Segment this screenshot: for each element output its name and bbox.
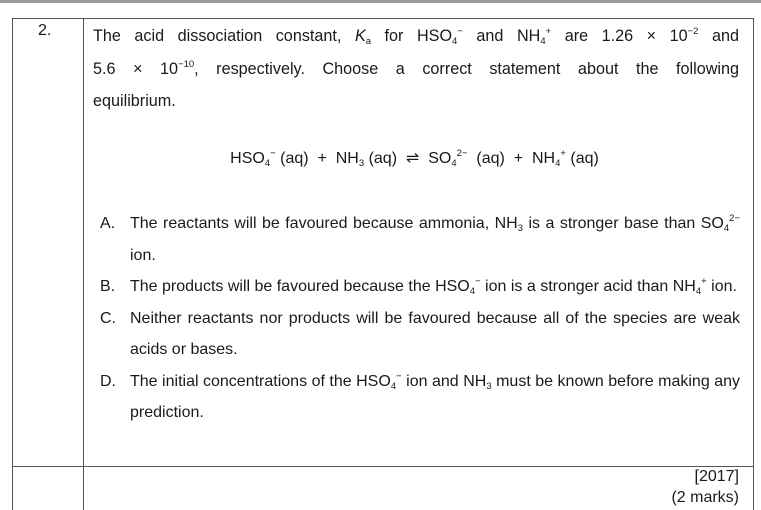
table-footer-rule <box>12 466 754 467</box>
stem-line-2: $5.6 \times 10^{-10}$, respectively. Choose a correct statement about the following <box>93 58 739 78</box>
option-d <box>100 366 740 429</box>
option-d-text: The initial concentrations of the $HSO_4^-$ ion and $NH_3$ must be known before making any prediction. <box>130 370 741 421</box>
option-d-letter: D. <box>100 372 116 390</box>
option-c <box>100 303 740 366</box>
stem-line-3: equilibrium. <box>93 92 176 110</box>
table-top-rule <box>12 18 754 19</box>
option-a-letter: A. <box>100 215 116 232</box>
table-left-rule <box>12 18 13 510</box>
equilibrium-arrow-icon: ⇌ <box>397 150 429 167</box>
question-number: 2. <box>38 22 52 39</box>
answer-options <box>100 208 740 429</box>
option-b-text: The products will be favoured because the $HSO_4^-$ ion is a stronger acid than $NH_4^+$ ion. <box>130 276 737 297</box>
option-c-text: Neither reactants nor products will be favoured because all of the species are weak acids or bases. <box>130 309 740 358</box>
top-border <box>0 0 761 3</box>
table-column-rule <box>83 18 84 510</box>
question-stem <box>93 20 739 118</box>
option-b-letter: B. <box>100 278 116 295</box>
option-b <box>100 271 740 303</box>
marks-allocation: (2 marks) <box>671 489 739 506</box>
table-right-rule <box>753 18 754 510</box>
equilibrium-equation: $HSO_4^-$ $(aq) + NH_3$ (aq) ⇌ $SO_4^{2-}$ $(aq) + NH_4^+$ (aq) <box>230 148 599 169</box>
option-c-letter: C. <box>100 309 116 327</box>
option-a <box>100 208 740 271</box>
exam-year: [2017] <box>694 468 739 485</box>
question-meta <box>671 466 739 508</box>
option-a-text: The reactants will be favoured because ammonia, $NH_3$ is a stronger base than $SO_4^{2-}$ ion. <box>130 213 740 264</box>
stem-line-1: The acid dissociation constant, $K_a$ for $HSO_4^-$ and $NH_4^+$ are $1.26 \times 10^{-2}$ and <box>93 26 739 47</box>
